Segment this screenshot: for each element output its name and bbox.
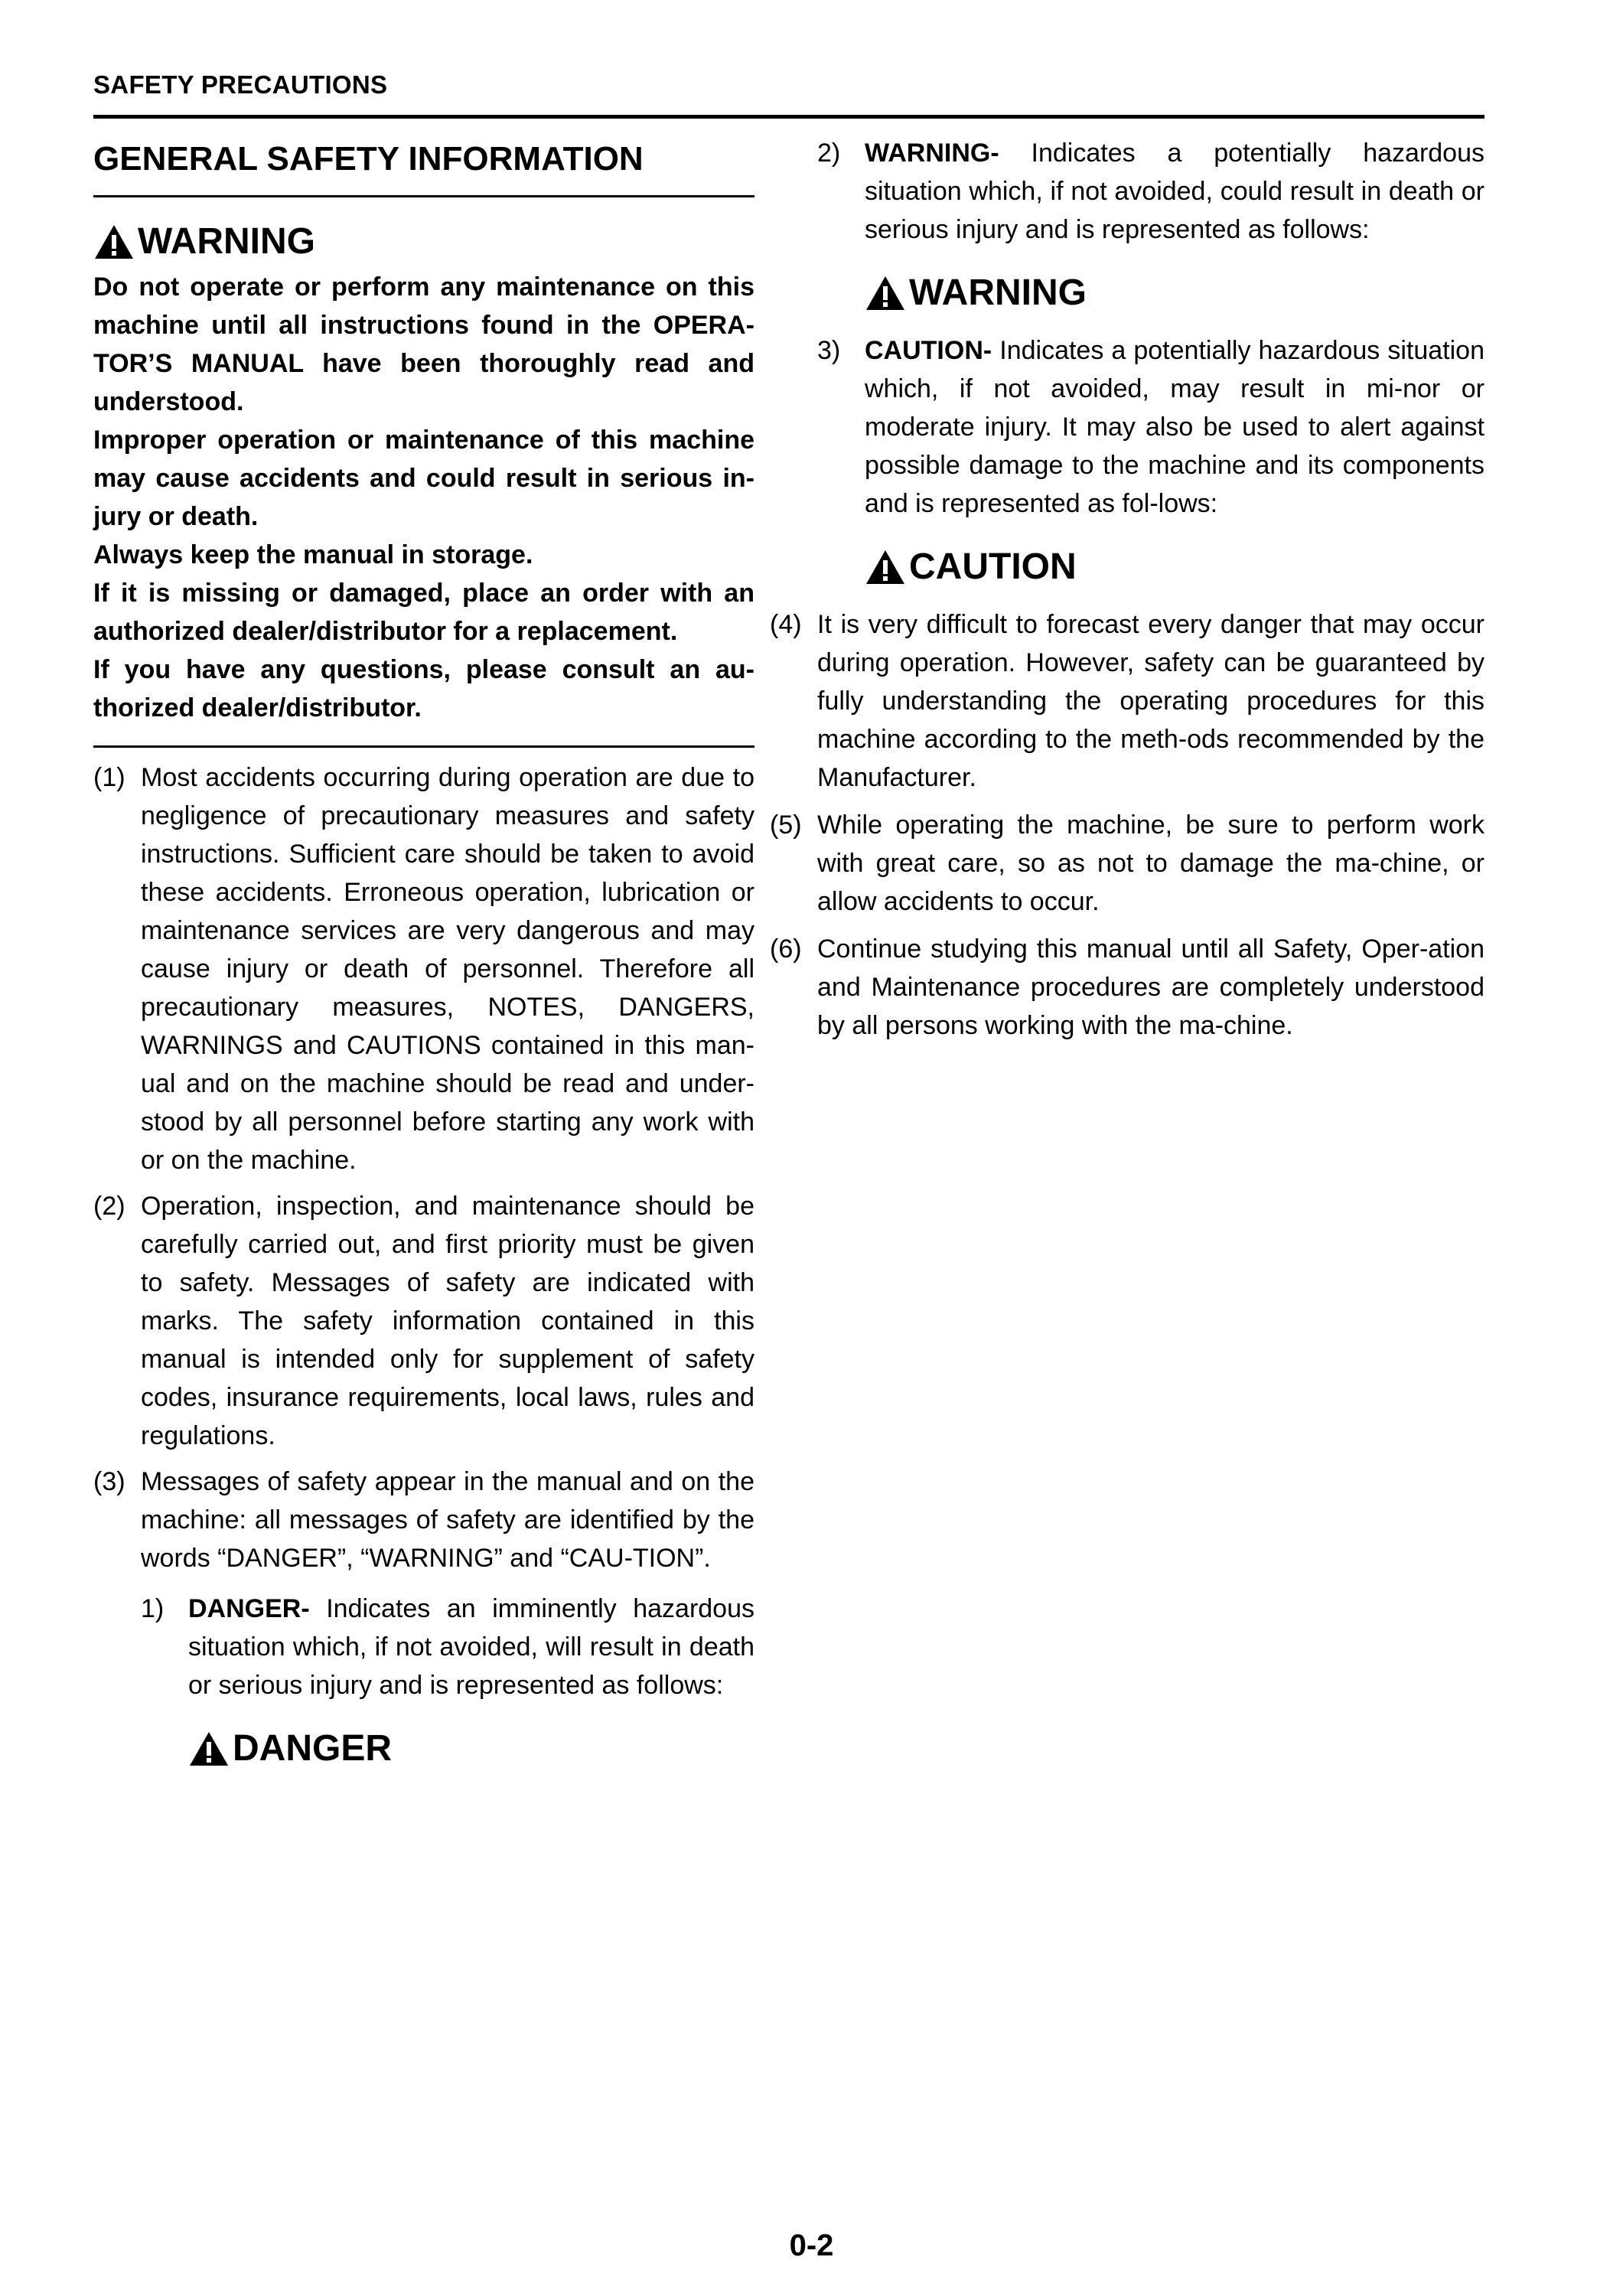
item-number: (2) bbox=[93, 1192, 125, 1221]
right-column bbox=[770, 134, 1484, 1045]
sub-item-description: Indicates an imminently hazardous situation which, if not avoided, will result in death or serious injury and is represented as follows: bbox=[188, 1594, 754, 1700]
warning-signal bbox=[93, 219, 754, 265]
warning-paragraph: Improper operation or maintenance of this machine may cause accidents and could result in serious in-jury or death. bbox=[93, 426, 754, 531]
warning-signal-label: WARNING bbox=[138, 221, 315, 262]
item-number: (6) bbox=[770, 934, 802, 964]
warning-box bbox=[93, 265, 754, 748]
warning-signal-sub bbox=[865, 270, 1484, 316]
sub-item-text bbox=[865, 331, 1484, 523]
sub-item-term: WARNING- bbox=[865, 139, 999, 168]
section-title: GENERAL SAFETY INFORMATION bbox=[93, 134, 754, 197]
item-text: It is very difficult to forecast every danger that may occur during operation. However, safety can be guaranteed by fully understanding the operating procedures for this machine according to the meth-ods recommended by the Manufacturer. bbox=[817, 610, 1484, 792]
item-number: (3) bbox=[93, 1467, 125, 1496]
sub-item-text bbox=[188, 1590, 754, 1704]
list-item bbox=[93, 758, 754, 1179]
sub-item-danger bbox=[141, 1590, 754, 1704]
warning-triangle-icon bbox=[93, 223, 135, 260]
sub-item-term: CAUTION- bbox=[865, 336, 992, 365]
sub-item-number: 2) bbox=[817, 139, 841, 168]
sub-item-text bbox=[865, 134, 1484, 249]
list-item bbox=[93, 1187, 754, 1455]
list-item bbox=[770, 930, 1484, 1045]
caution-signal-label: CAUTION bbox=[909, 546, 1077, 587]
warning-signal-sub-label: WARNING bbox=[909, 272, 1087, 313]
left-column bbox=[93, 134, 754, 1787]
warning-paragraph: Always keep the manual in storage. bbox=[93, 540, 533, 569]
danger-signal-label: DANGER bbox=[233, 1728, 393, 1769]
sub-item-warning bbox=[817, 134, 1484, 249]
item-text: While operating the machine, be sure to perform work with great care, so as not to damage the ma-chine, or allow accidents to occur. bbox=[817, 810, 1484, 916]
caution-signal bbox=[865, 544, 1484, 590]
sub-item-description: Indicates a potentially hazardous situation which, if not avoided, may result in mi-nor or moderate injury. It may also be used to alert against possible damage to the machine and its components and is represented as fol-lows: bbox=[865, 336, 1484, 518]
item-number: (5) bbox=[770, 810, 802, 840]
list-item bbox=[93, 1463, 754, 1577]
sub-item-term: DANGER- bbox=[188, 1594, 310, 1623]
sub-item-number: 3) bbox=[817, 336, 841, 365]
sub-item-number: 1) bbox=[141, 1594, 165, 1623]
warning-triangle-icon bbox=[865, 549, 906, 585]
item-list-left bbox=[93, 758, 754, 1772]
item-text: Most accidents occurring during operation are due to negligence of precautionary measures and safety instructions. Sufficient care should be taken to avoid these accidents. Erroneous operation, lubrication or maintenance services are very dangerous and may cause injury or death of personnel. Therefore all precautionary measures, NOTES, DANGERS, WARNINGS and CAUTIONS contained in this man-ual and on the machine should be read and under-stood by all personnel before starting any work with or on the machine. bbox=[141, 763, 754, 1175]
item-text: Messages of safety appear in the manual and on the machine: all messages of safety are identified by the words “DANGER”, “WARNING” and “CAU-TION”. bbox=[141, 1467, 754, 1573]
header-title: SAFETY PRECAUTIONS bbox=[93, 70, 388, 99]
warning-triangle-icon bbox=[188, 1730, 230, 1767]
item-list-right bbox=[770, 605, 1484, 1045]
sub-item-caution bbox=[817, 331, 1484, 523]
list-item bbox=[770, 605, 1484, 797]
item-number: (1) bbox=[93, 763, 125, 792]
list-item bbox=[770, 806, 1484, 921]
item-text: Continue studying this manual until all Safety, Oper-ation and Maintenance procedures are completely understood by all persons working with the ma-chine. bbox=[817, 934, 1484, 1040]
warning-paragraph: If it is missing or damaged, place an order with an authorized dealer/distributor for a replacement. bbox=[93, 579, 754, 646]
danger-signal bbox=[188, 1726, 754, 1772]
warning-paragraph: If you have any questions, please consult an au-thorized dealer/distributor. bbox=[93, 655, 754, 722]
page-number: 0-2 bbox=[789, 2229, 834, 2262]
page-header bbox=[93, 66, 1484, 119]
sub-item-description: Indicates a potentially hazardous situation which, if not avoided, could result in death or serious injury and is represented as follows: bbox=[865, 139, 1484, 244]
warning-paragraph: Do not operate or perform any maintenance on this machine until all instructions found in the OPERA-TOR’S MANUAL have been thoroughly read and understood. bbox=[93, 272, 754, 416]
item-text: Operation, inspection, and maintenance should be carefully carried out, and first priority must be given to safety. Messages of safety are indicated with marks. The safety information contained in this manual is intended only for supplement of safety codes, insurance requirements, local laws, rules and regulations. bbox=[141, 1192, 754, 1450]
item-number: (4) bbox=[770, 610, 802, 639]
warning-triangle-icon bbox=[865, 275, 906, 311]
